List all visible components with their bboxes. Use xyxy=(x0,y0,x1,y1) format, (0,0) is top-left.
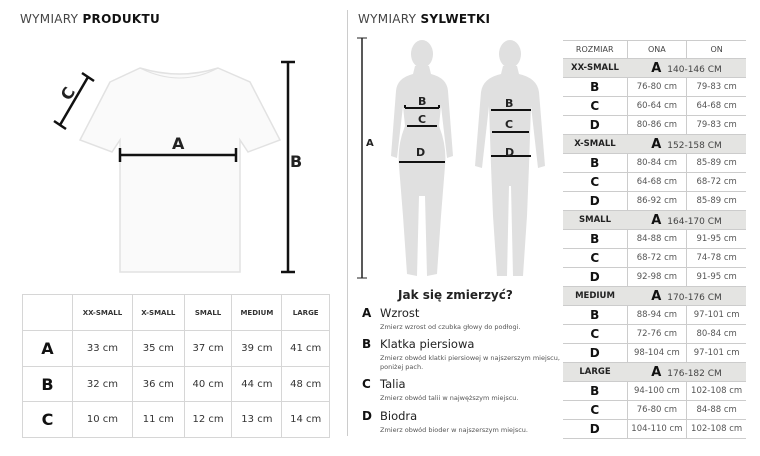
measure-letter: C xyxy=(563,97,627,116)
on-value: 79-83 cm xyxy=(687,78,746,97)
product-title: WYMIARY PRODUKTU xyxy=(20,12,161,26)
silhouette-label-d-man: D xyxy=(505,146,515,159)
table-row xyxy=(563,268,746,287)
measure-letter: D xyxy=(563,420,627,439)
table-row xyxy=(563,420,746,439)
ona-value: 80-86 cm xyxy=(627,116,687,135)
measure-letter: C xyxy=(563,173,627,192)
measure-letter: C xyxy=(563,249,627,268)
silhouette-label-b-man: B xyxy=(505,97,514,110)
ona-value: 64-68 cm xyxy=(627,173,687,192)
on-value: 85-89 cm xyxy=(687,154,746,173)
size-name: XX-SMALL xyxy=(563,59,627,78)
table-row xyxy=(563,173,746,192)
ona-value: 76-80 cm xyxy=(627,78,687,97)
body-size-table: ROZMIAR ONA ON XX-SMALL A 140-146 CM B 76-80 cm 79-83 cm C 60-64 cm 64-68 cm D 80-86 cm 79-83 cm X-SMALL A 152-158 CM B 80-84 cm 85-89 cm C 64-68 cm 68-72 cm D 86-92 cm 85-89 cm SMALL A 164-170 CM B 84-88 cm 91-95 cm C 68-72 cm 74-78 cm D 92-98 cm 91-95 cm MEDIUM A 170-176 CM B 88-94 cm 97-101 cm C 72-76 cm 80-84 cm D 98-104 cm 97-101 cm LARGE A 176-182 CM B 94-100 cm 102-108 cm C 76-80 cm 84-88 cm D 104-110 cm 102-108 cm xyxy=(563,40,746,439)
on-value: 64-68 cm xyxy=(687,97,746,116)
guide-heading: Jak się zmierzyć? xyxy=(398,288,513,302)
product-size-table: XX-SMALL X-SMALL SMALL MEDIUM LARGE A 33 cm 35 cm 37 cm 39 cm 41 cm B 32 cm 36 cm 40 cm 44 cm 48 cm C 10 cm 11 cm 12 cm 13 cm 14 cm xyxy=(22,294,330,438)
on-value: 84-88 cm xyxy=(687,401,746,420)
measure-guide: A Wzrost Zmierz wzrost od czubka głowy do podłogi. B Klatka piersiowa Zmierz obwód klatki piersiowej w najszerszym miejscu, poniżej pach. C Talia Zmierz obwód talii w najwęższym miejscu. D Biodra Zmierz obwód bioder w najszerszym miejscu. xyxy=(362,306,560,434)
table-row xyxy=(563,116,746,135)
silhouette-label-c-man: C xyxy=(505,118,514,131)
height-range: A 164-170 CM xyxy=(627,211,746,230)
body-silhouettes xyxy=(355,36,555,284)
label-c: C xyxy=(56,83,80,104)
on-value: 102-108 cm xyxy=(687,420,746,439)
silhouette-label-b: B xyxy=(418,95,427,108)
size-name: MEDIUM xyxy=(563,287,627,306)
measure-letter: C xyxy=(563,401,627,420)
silhouette-label-a: A xyxy=(366,138,374,149)
table-row: A 33 cm 35 cm 37 cm 39 cm 41 cm xyxy=(23,331,330,367)
height-range: A 176-182 CM xyxy=(627,363,746,382)
measure-letter: B xyxy=(563,230,627,249)
ona-value: 88-94 cm xyxy=(627,306,687,325)
ona-value: 80-84 cm xyxy=(627,154,687,173)
table-row xyxy=(563,344,746,363)
measure-letter: D xyxy=(563,116,627,135)
table-row xyxy=(563,192,746,211)
size-group-row xyxy=(563,59,746,78)
tshirt-diagram xyxy=(40,40,320,285)
ona-value: 68-72 cm xyxy=(627,249,687,268)
on-value: 97-101 cm xyxy=(687,306,746,325)
table-row xyxy=(563,249,746,268)
size-group-row xyxy=(563,211,746,230)
ona-value: 86-92 cm xyxy=(627,192,687,211)
measure-letter: B xyxy=(563,78,627,97)
height-range: A 140-146 CM xyxy=(627,59,746,78)
on-value: 97-101 cm xyxy=(687,344,746,363)
size-name: X-SMALL xyxy=(563,135,627,154)
table-row xyxy=(563,306,746,325)
on-value: 85-89 cm xyxy=(687,192,746,211)
measure-letter: B xyxy=(563,382,627,401)
size-name: LARGE xyxy=(563,363,627,382)
divider xyxy=(347,10,348,436)
table-row xyxy=(563,154,746,173)
ona-value: 98-104 cm xyxy=(627,344,687,363)
on-value: 68-72 cm xyxy=(687,173,746,192)
ona-value: 84-88 cm xyxy=(627,230,687,249)
measure-letter: D xyxy=(563,344,627,363)
ona-value: 60-64 cm xyxy=(627,97,687,116)
on-value: 102-108 cm xyxy=(687,382,746,401)
ona-value: 76-80 cm xyxy=(627,401,687,420)
height-range: A 170-176 CM xyxy=(627,287,746,306)
table-row xyxy=(563,401,746,420)
silhouette-label-c: C xyxy=(418,113,427,126)
measure-letter: B xyxy=(563,154,627,173)
on-value: 91-95 cm xyxy=(687,230,746,249)
ona-value: 104-110 cm xyxy=(627,420,687,439)
measure-letter: D xyxy=(563,192,627,211)
table-row xyxy=(563,325,746,344)
on-value: 74-78 cm xyxy=(687,249,746,268)
table-row xyxy=(563,78,746,97)
size-group-row xyxy=(563,287,746,306)
on-value: 80-84 cm xyxy=(687,325,746,344)
label-b: B xyxy=(290,152,303,171)
size-group-row xyxy=(563,363,746,382)
table-row: B 32 cm 36 cm 40 cm 44 cm 48 cm xyxy=(23,367,330,402)
table-row: C 10 cm 11 cm 12 cm 13 cm 14 cm xyxy=(23,402,330,438)
size-group-row xyxy=(563,135,746,154)
table-row xyxy=(563,382,746,401)
table-row xyxy=(563,97,746,116)
measure-letter: C xyxy=(563,325,627,344)
table-row xyxy=(563,230,746,249)
height-range: A 152-158 CM xyxy=(627,135,746,154)
ona-value: 94-100 cm xyxy=(627,382,687,401)
label-a: A xyxy=(172,134,185,153)
size-name: SMALL xyxy=(563,211,627,230)
ona-value: 72-76 cm xyxy=(627,325,687,344)
silhouette-label-d: D xyxy=(416,146,426,159)
silhouette-title: WYMIARY SYLWETKI xyxy=(358,12,491,26)
measure-letter: D xyxy=(563,268,627,287)
on-value: 91-95 cm xyxy=(687,268,746,287)
on-value: 79-83 cm xyxy=(687,116,746,135)
measure-letter: B xyxy=(563,306,627,325)
ona-value: 92-98 cm xyxy=(627,268,687,287)
